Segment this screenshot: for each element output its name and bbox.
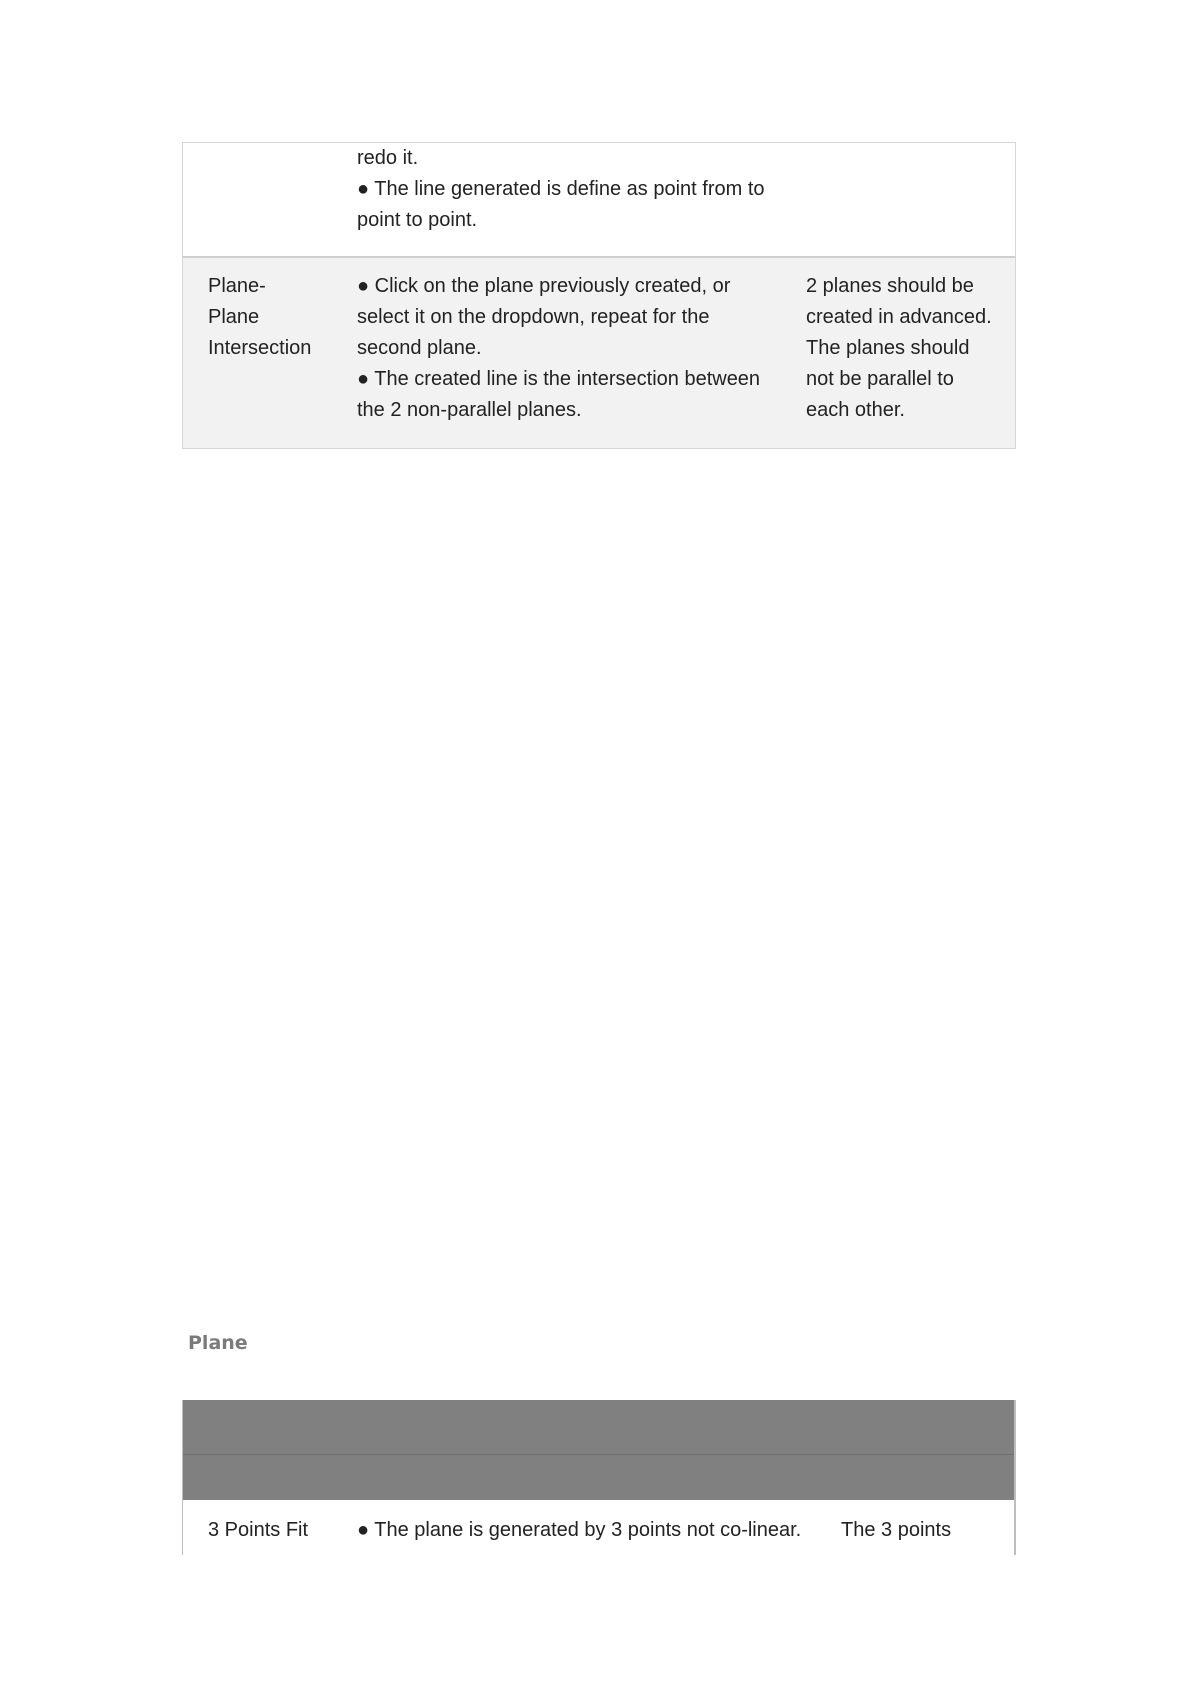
- description-line: the 2 non-parallel planes.: [357, 399, 582, 421]
- description-line: ● Click on the plane previously created, or: [357, 275, 731, 297]
- section-heading: Plane: [188, 1332, 248, 1354]
- notes-cell: The 3 points: [841, 1519, 952, 1541]
- notes-line: 2 planes should be: [806, 275, 974, 297]
- line-methods-table: [182, 142, 1016, 449]
- notes-line: The planes should: [806, 337, 970, 359]
- description-cell: [357, 143, 777, 236]
- description-line: ● The created line is the intersection between: [357, 368, 761, 390]
- table-header-band: [183, 1455, 1014, 1500]
- description-line: select it on the dropdown, repeat for the: [357, 306, 710, 328]
- notes-line: created in advanced.: [806, 306, 992, 328]
- method-cell: 3 Points Fit: [208, 1519, 309, 1541]
- description-line: ● The line generated is define as point from to: [357, 178, 765, 200]
- method-line: Plane: [208, 306, 260, 328]
- description-line: second plane.: [357, 337, 482, 359]
- notes-cell: [806, 271, 1006, 426]
- plane-methods-table: [182, 1400, 1016, 1555]
- table-row: [183, 258, 1015, 448]
- method-cell: [208, 271, 338, 364]
- description-line: redo it.: [357, 147, 419, 169]
- description-line: point to point.: [357, 209, 478, 231]
- method-line: Intersection: [208, 337, 312, 359]
- table-row: [183, 1500, 1014, 1555]
- table-row: [183, 143, 1015, 258]
- method-line: Plane-: [208, 275, 266, 297]
- description-cell: [357, 271, 777, 426]
- notes-line: not be parallel to: [806, 368, 954, 390]
- notes-line: each other.: [806, 399, 905, 421]
- table-header-band: [183, 1400, 1014, 1455]
- description-cell: ● The plane is generated by 3 points not co-linear.: [357, 1519, 802, 1541]
